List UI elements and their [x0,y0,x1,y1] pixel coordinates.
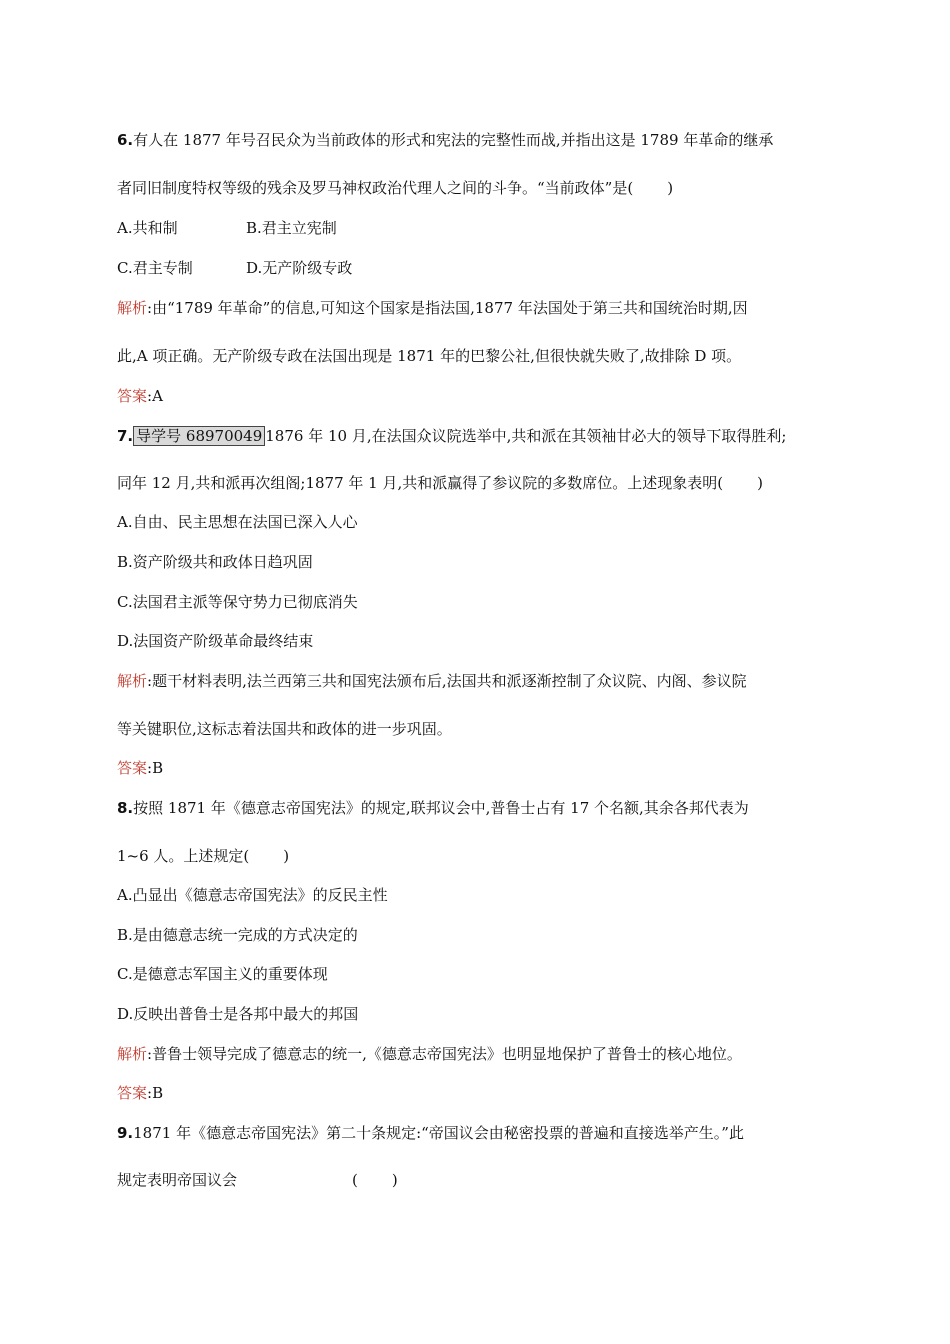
q8-option-c: C.是德意志军国主义的重要体现 [117,965,328,983]
q8-analysis-line1: 解析:普鲁士领导完成了德意志的统一,《德意志帝国宪法》也明显地保护了普鲁士的核心地位。 [117,1045,742,1063]
answer-label: 答案 [117,1084,148,1102]
analysis-label: 解析 [117,1045,148,1063]
q6-stem-line1: 6.有人在 1877 年号召民众为当前政体的形式和宪法的完整性而战,并指出这是 1789 年革命的继承 [117,131,774,149]
q7-option-d: D.法国资产阶级革命最终结束 [117,632,314,650]
q9-stem-line2: 规定表明帝国议会 ( ) [117,1171,398,1189]
q7-option-b: B.资产阶级共和政体日趋巩固 [117,553,313,571]
q8-answer: 答案:B [117,1084,164,1102]
q8-option-b: B.是由德意志统一完成的方式决定的 [117,926,358,944]
q8-stem-line1: 8.按照 1871 年《德意志帝国宪法》的规定,联邦议会中,普鲁士占有 17 个名额,其余各邦代表为 [117,799,749,817]
q6-option-d: D.无产阶级专政 [246,259,353,277]
q7-option-c: C.法国君主派等保守势力已彻底消失 [117,593,358,611]
q8-stem-line2: 1~6 人。上述规定( ) [117,847,290,865]
q7-guide-number-tag[interactable]: 导学号 68970049 [133,426,265,446]
analysis-label: 解析 [117,672,148,690]
q7-stem-line2: 同年 12 月,共和派再次组阁;1877 年 1 月,共和派赢得了参议院的多数席位。上述现象表明( ) [117,474,763,492]
q8-option-d: D.反映出普鲁士是各邦中最大的邦国 [117,1005,359,1023]
q6-option-b: B.君主立宪制 [246,219,337,237]
q6-analysis-line2: 此,A 项正确。无产阶级专政在法国出现是 1871 年的巴黎公社,但很快就失败了,故排除 D 项。 [117,347,742,365]
q7-analysis-line1: 解析:题干材料表明,法兰西第三共和国宪法颁布后,法国共和派逐渐控制了众议院、内阁、参议院 [117,672,747,690]
q9-number: 9. [117,1124,134,1142]
analysis-label: 解析 [117,299,148,317]
q6-option-c: C.君主专制 [117,259,193,277]
q6-option-a: A.共和制 [117,219,178,237]
q6-analysis-line1: 解析:由“1789 年革命”的信息,可知这个国家是指法国,1877 年法国处于第三共和国统治时期,因 [117,299,748,317]
q9-stem-line1: 9.1871 年《德意志帝国宪法》第二十条规定:“帝国议会由秘密投票的普遍和直接选举产生。”此 [117,1124,744,1142]
q7-analysis-line2: 等关键职位,这标志着法国共和政体的进一步巩固。 [117,720,452,738]
q6-answer: 答案:A [117,387,163,405]
q7-option-a: A.自由、民主思想在法国已深入人心 [117,513,358,531]
q6-number: 6. [117,131,134,149]
q7-number: 7. [117,427,134,445]
answer-label: 答案 [117,759,148,777]
answer-label: 答案 [117,387,148,405]
q7-answer: 答案:B [117,759,164,777]
q8-option-a: A.凸显出《德意志帝国宪法》的反民主性 [117,886,388,904]
q8-number: 8. [117,799,134,817]
q7-stem-line1: 7. 导学号 68970049 1876 年 10 月,在法国众议院选举中,共和派在其领袖甘必大的领导下取得胜利; [117,427,787,445]
q6-stem-line2: 者同旧制度特权等级的残余及罗马神权政治代理人之间的斗争。“当前政体”是( ) [117,179,674,197]
